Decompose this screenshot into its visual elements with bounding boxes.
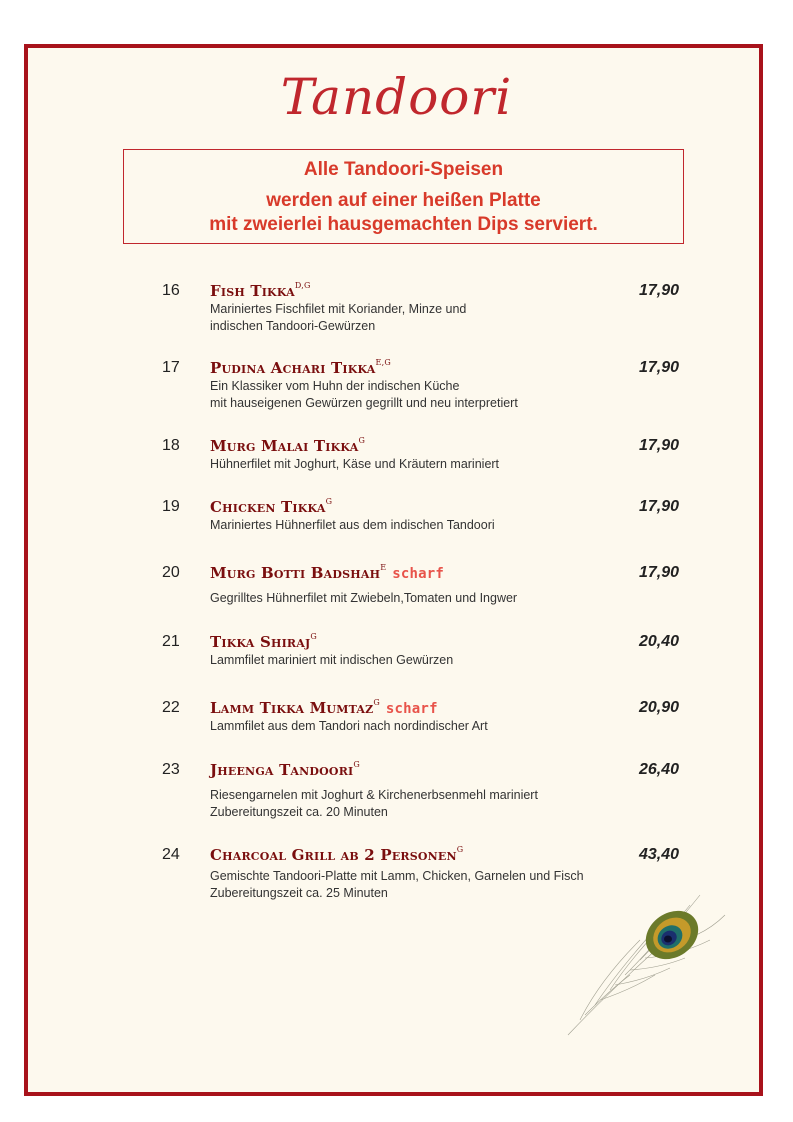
item-number: 19 <box>162 498 180 515</box>
item-name: Murg Malai Tikka$^G$ <box>210 436 366 455</box>
item-number: 24 <box>162 846 180 863</box>
allergen-codes: E <box>380 563 387 572</box>
item-description: Mariniertes Fischfilet mit Koriander, Minze und indischen Tandoori-Gewürzen <box>210 302 467 333</box>
item-name: Tikka Shiraj$^G$ <box>210 632 317 651</box>
item-price: 17,90 <box>638 564 679 581</box>
item-name: Pudina Achari Tikka$^{E,G}$ <box>210 358 391 377</box>
item-number: 21 <box>162 633 180 650</box>
allergen-codes: G <box>310 632 317 641</box>
item-name: Jheenga Tandoori$^G$ <box>210 760 360 779</box>
item-description: Lammfilet mariniert mit indischen Gewürzen <box>210 653 454 667</box>
item-number: 17 <box>162 359 180 376</box>
item-price: 26,40 <box>638 761 679 778</box>
allergen-codes: G <box>353 760 360 769</box>
item-number: 23 <box>162 761 180 778</box>
item-name: Lamm Tikka Mumtaz$^G$ scharf <box>210 698 438 717</box>
item-description: Mariniertes Hühnerfilet aus dem indischen Tandoori <box>210 518 495 532</box>
item-name: Chicken Tikka$^G$ <box>210 497 333 516</box>
item-price: 17,90 <box>638 498 679 515</box>
item-price: 43,40 <box>638 846 679 863</box>
allergen-codes: G <box>373 698 380 707</box>
item-price: 20,90 <box>638 699 679 716</box>
serving-notice <box>123 149 684 244</box>
item-price: 17,90 <box>638 282 679 299</box>
spicy-label: scharf <box>385 701 438 717</box>
item-description: Hühnerfilet mit Joghurt, Käse und Kräutern mariniert <box>210 457 500 471</box>
item-description: Gegrilltes Hühnerfilet mit Zwiebeln,Tomaten und Ingwer <box>210 591 518 605</box>
item-name: Fish Tikka$^{D,G}$ <box>210 281 311 300</box>
allergen-codes: G <box>456 845 464 854</box>
notice-line-1: Alle Tandoori-Speisen <box>303 159 504 180</box>
notice-line-2: werden auf einer heißen Platte <box>266 190 541 211</box>
item-number: 18 <box>162 437 180 454</box>
allergen-codes: G <box>358 436 366 445</box>
item-description: Gemischte Tandoori-Platte mit Lamm, Chicken, Garnelen und Fisch Zubereitungszeit ca. 25 Minuten <box>210 869 584 900</box>
allergen-codes: G <box>325 497 333 506</box>
item-price: 20,40 <box>638 633 679 650</box>
item-price: 17,90 <box>638 359 679 376</box>
item-description: Ein Klassiker vom Huhn der indischen Küche mit hauseigenen Gewürzen gegrillt und neu interpretiert <box>210 379 518 410</box>
item-name: Charcoal Grill ab 2 Personen$^G$ <box>210 845 464 864</box>
item-description: Riesengarnelen mit Joghurt & Kirchenerbsenmehl mariniert Zubereitungszeit ca. 20 Minuten <box>210 788 538 819</box>
page-title: Tandoori <box>280 68 513 126</box>
peacock-feather-icon <box>560 880 730 1040</box>
allergen-codes: D,G <box>294 281 311 290</box>
item-number: 16 <box>162 282 180 299</box>
item-description: Lammfilet aus dem Tandori nach nordindischer Art <box>210 719 488 733</box>
allergen-codes: E,G <box>375 358 391 367</box>
item-price: 17,90 <box>638 437 679 454</box>
item-name: Murg Botti Badshah$^E$ scharf <box>210 563 445 582</box>
item-number: 22 <box>162 699 180 716</box>
notice-line-3: mit zweierlei hausgemachten Dips serviert. <box>209 214 598 235</box>
item-number: 20 <box>162 564 180 581</box>
spicy-label: scharf <box>392 566 445 582</box>
